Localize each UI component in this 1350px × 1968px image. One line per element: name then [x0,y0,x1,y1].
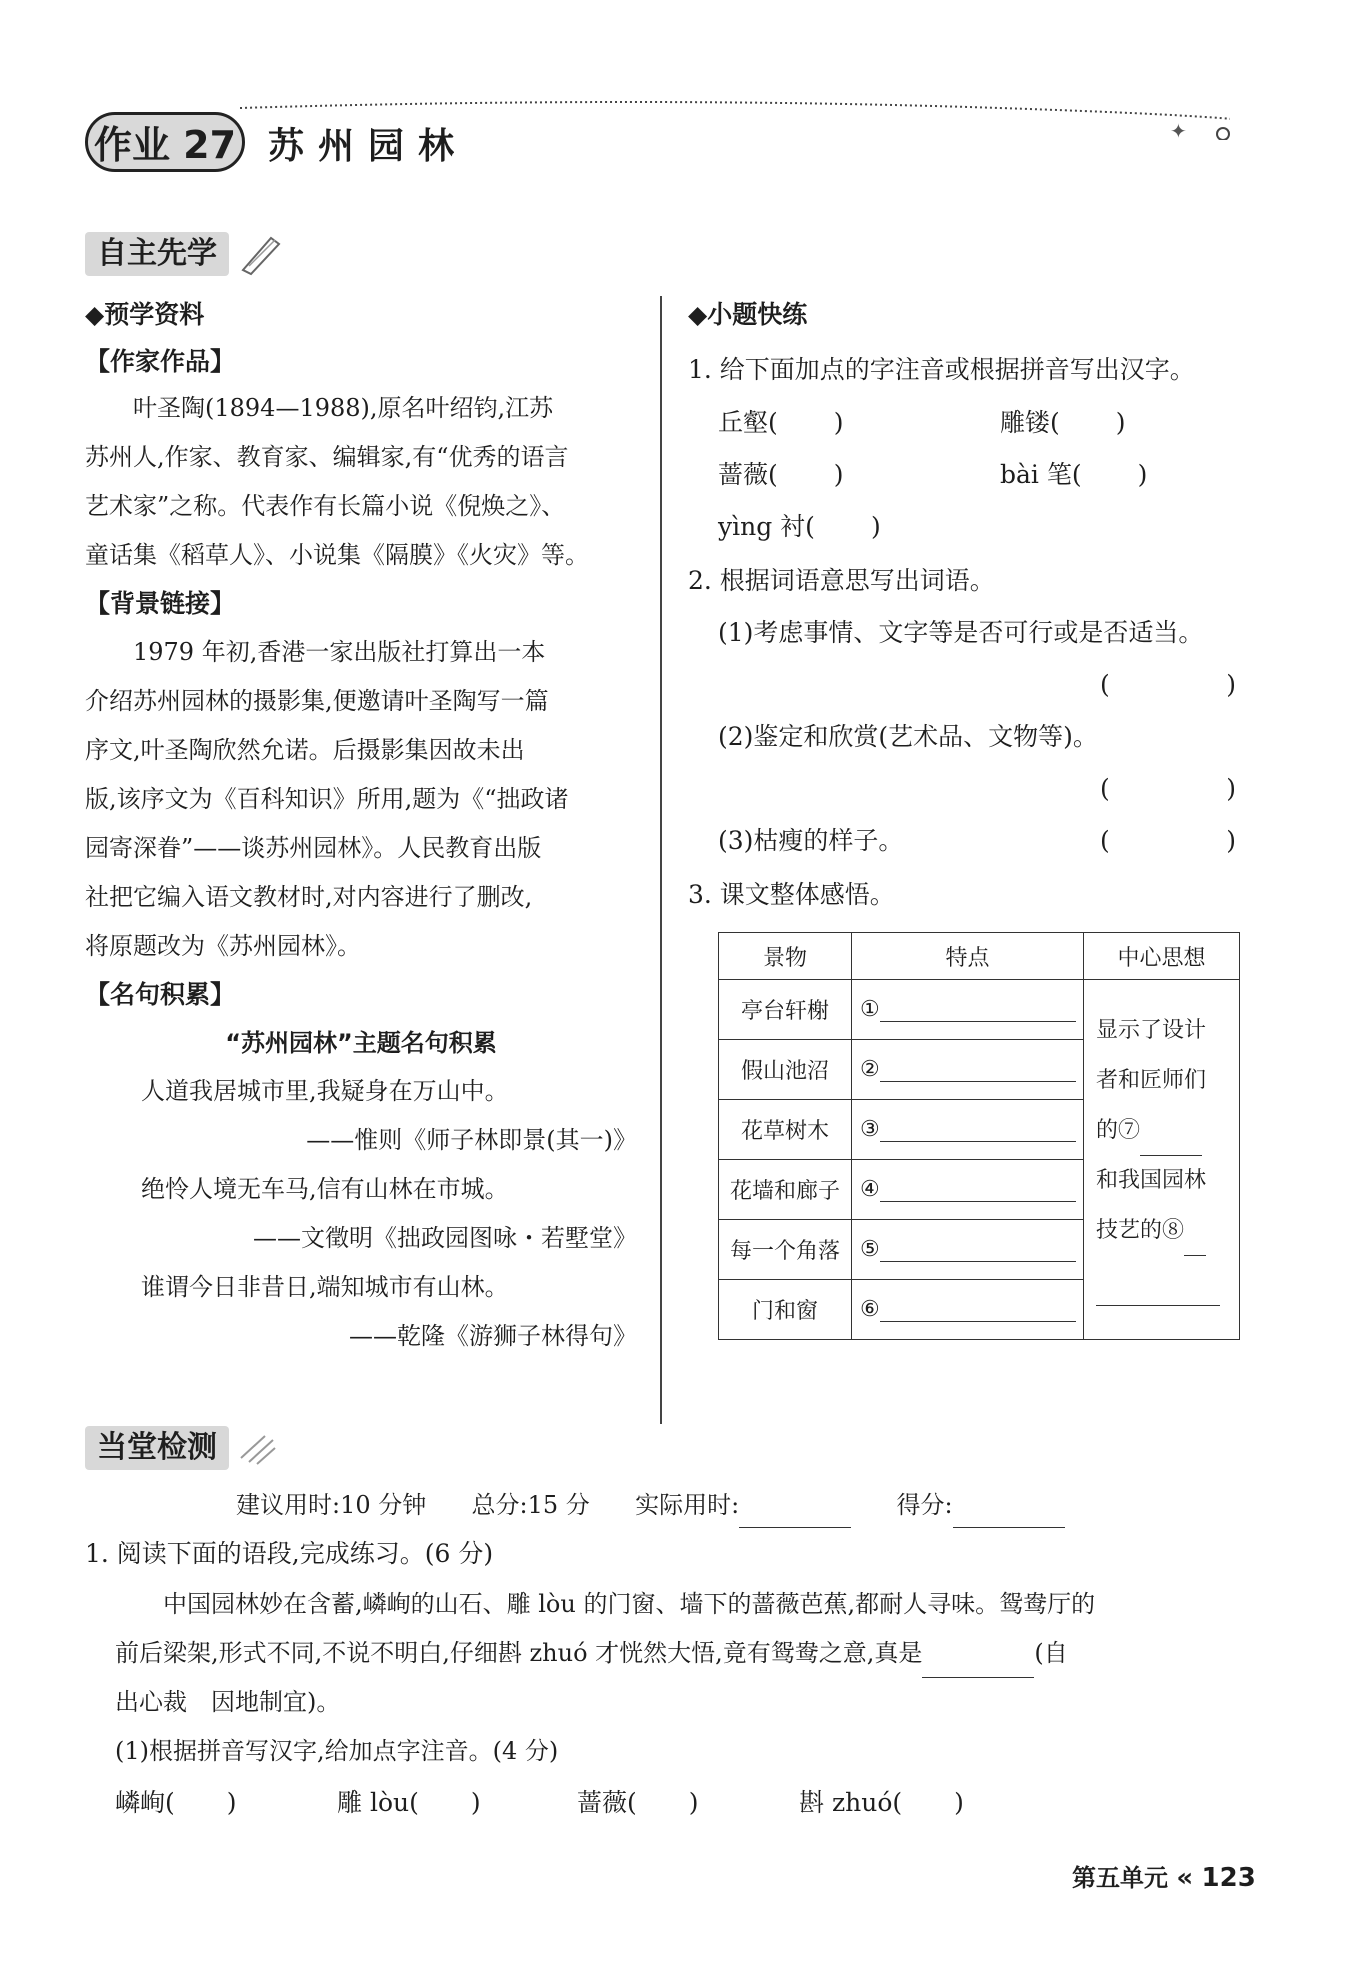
text-line: 社把它编入语文教材时,对内容进行了删改, [85,883,533,911]
background-paragraph [85,628,637,971]
table-row [719,980,1240,1040]
quotes-title: “苏州园林”主题名句积累 [225,1029,497,1057]
passage-line: 前后梁架,形式不同,不说不明白,仔细斟 zhuó 才恍然大悟,竟有鸳鸯之意,真是 (自 [115,1629,1250,1678]
pencil-icon [235,232,285,276]
feature-cell[interactable]: ④ [852,1160,1084,1220]
scene-cell: 花草树木 [719,1100,852,1160]
author-paragraph [85,384,637,580]
sub1-item: 雕 lòu( ) [337,1788,481,1817]
answer-blank[interactable] [880,1021,1076,1022]
column-divider [660,296,662,1424]
text-line: 叶圣陶(1894—1988),原名叶绍钧,江苏 [133,394,554,422]
text-line: 苏州人,作家、教育家、编辑家,有“优秀的语言 [85,443,569,471]
q1-item-label: yìng 衬( [718,512,815,541]
quote-line: 绝怜人境无车马,信有山林在市城。 [141,1175,509,1203]
table-header-row [719,933,1240,980]
section-tab-in-class-test: 当堂检测 [85,1426,229,1470]
theme-cell [1084,980,1240,1340]
feature-cell[interactable]: ① [852,980,1084,1040]
question-3-stem: 3. 课文整体感悟。 [688,880,895,909]
answer-paren[interactable]: ( ) [1100,670,1236,699]
scene-cell: 花墙和廊子 [719,1160,852,1220]
homework-badge: 作业 27 [85,112,245,172]
page-number: 123 [1201,1863,1256,1893]
text-line: 童话集《稻草人》、小说集《隔膜》《火灾》等。 [85,541,589,569]
sub1-item: 蔷薇( ) [577,1788,699,1817]
answer-blank[interactable] [922,1677,1034,1678]
answer-paren[interactable]: ( ) [1100,774,1236,803]
q1-item-label: bài 笔( [1000,460,1082,489]
theme-line [1096,1256,1229,1306]
text-line: 序文,叶圣陶欣然允诺。后摄影集因故未出 [85,736,525,764]
lesson-title: 苏州园林 [268,126,469,167]
feature-cell[interactable]: ② [852,1040,1084,1100]
q1-item: 雕镂( ) [1000,408,1126,437]
q1-item: bài 笔( ) [1000,460,1148,489]
prestudy-heading: ◆预学资料 [85,300,205,329]
answer-blank[interactable] [880,1261,1076,1262]
feature-cell[interactable]: ⑥ [852,1280,1084,1340]
question-1-stem: 1. 给下面加点的字注音或根据拼音写出汉字。 [688,355,1195,384]
text-line: 艺术家”之称。代表作有长篇小说《倪焕之》、 [85,492,566,520]
background-heading: 【背景链接】 [85,589,236,618]
reading-passage [115,1580,1250,1776]
answer-blank[interactable] [880,1081,1076,1082]
text-line: 园寄深眷”——谈苏州园林》。人民教育出版 [85,834,542,862]
actual-time-blank[interactable] [739,1527,851,1528]
text-line: 版,该序文为《百科知识》所用,题为《“拙政诸 [85,785,569,813]
text-line: 将原题改为《苏州园林》。 [85,932,361,960]
test-meta [236,1482,1065,1528]
sparkle-icon [235,1428,285,1468]
answer-paren[interactable]: ( ) [1100,826,1236,855]
quote-line: 谁谓今日非昔日,端知城市有山林。 [141,1273,509,1301]
text-line: 介绍苏州园林的摄影集,便邀请叶圣陶写一篇 [85,687,549,715]
q1-item: 丘壑( ) [718,408,844,437]
question-2-stem: 2. 根据词语意思写出词语。 [688,566,995,595]
scene-cell: 亭台轩榭 [719,980,852,1040]
total-score: 总分:15 分 [471,1491,590,1519]
summary-table [718,932,1240,1340]
quote-source: ——乾隆《游狮子林得句》 [349,1322,637,1350]
test-question-1-stem: 1. 阅读下面的语段,完成练习。(6 分) [85,1539,494,1568]
feature-cell[interactable]: ⑤ [852,1220,1084,1280]
quick-practice-heading: ◆小题快练 [688,300,808,329]
answer-blank[interactable] [880,1321,1076,1322]
text-line: 1979 年初,香港一家出版社打算出一本 [133,638,546,666]
theme-line: 显示了设计 [1096,1018,1207,1043]
answer-blank[interactable] [880,1201,1076,1202]
theme-line: 和我国园林 [1096,1168,1207,1193]
sub-question-1: (1)根据拼音写汉字,给加点字注音。(4 分) [115,1737,559,1765]
score-label: 得分: [896,1491,953,1519]
q1-item-label: 蔷薇( [718,460,778,489]
page-footer [1072,1858,1256,1898]
sub1-item: 嶙峋( ) [115,1788,237,1817]
quote-source: ——文徵明《拙政园图咏・若墅堂》 [253,1224,637,1252]
actual-time-label: 实际用时: [635,1491,740,1519]
scene-cell: 每一个角落 [719,1220,852,1280]
passage-line: 出心裁 因地制宜)。 [115,1688,341,1716]
q1-item: yìng 衬( ) [718,512,881,541]
author-works-heading: 【作家作品】 [85,347,236,376]
scene-cell: 假山池沼 [719,1040,852,1100]
q1-item: 蔷薇( ) [718,460,844,489]
col-theme-header: 中心思想 [1084,933,1240,980]
quote-line: 人道我居城市里,我疑身在万山中。 [141,1077,509,1105]
suggested-time: 建议用时:10 分钟 [236,1491,427,1519]
q2-item-2: (2)鉴定和欣赏(艺术品、文物等)。 [718,722,1098,751]
q1-item-label: 丘壑( [718,408,778,437]
sub1-items [115,1778,964,1828]
passage-line: 中国园林妙在含蓄,嶙峋的山石、雕 lòu 的门窗、墙下的蔷薇芭蕉,都耐人寻味。鸳鸯厅的 [163,1590,1096,1618]
scene-cell: 门和窗 [719,1280,852,1340]
theme-line: 者和匠师们 [1096,1068,1207,1093]
q2-item-3: (3)枯瘦的样子。 [718,826,904,855]
score-blank[interactable] [953,1527,1065,1528]
svg-text:✦: ✦ [1170,119,1187,140]
section-tab-self-study: 自主先学 [85,232,229,276]
q1-item-label: 雕镂( [1000,408,1060,437]
answer-blank[interactable] [1096,1305,1220,1306]
q2-item-1: (1)考虑事情、文字等是否可行或是否适当。 [718,618,1204,647]
left-column [85,290,637,1361]
quotes-list [85,1067,637,1361]
unit-label: 第五单元 [1072,1864,1168,1892]
theme-line: 技艺的⑧ [1096,1206,1229,1256]
theme-line: 的⑦ [1096,1106,1229,1156]
answer-blank[interactable] [880,1141,1076,1142]
col-feature-header: 特点 [852,933,1084,980]
sub1-item: 斟 zhuó( ) [799,1788,964,1817]
chevron-left-icon: « [1176,1863,1194,1893]
quote-source: ——惟则《师子林即景(其一)》 [306,1126,637,1154]
feature-cell[interactable]: ③ [852,1100,1084,1160]
quotes-heading: 【名句积累】 [85,980,236,1009]
col-scene-header: 景物 [719,933,852,980]
